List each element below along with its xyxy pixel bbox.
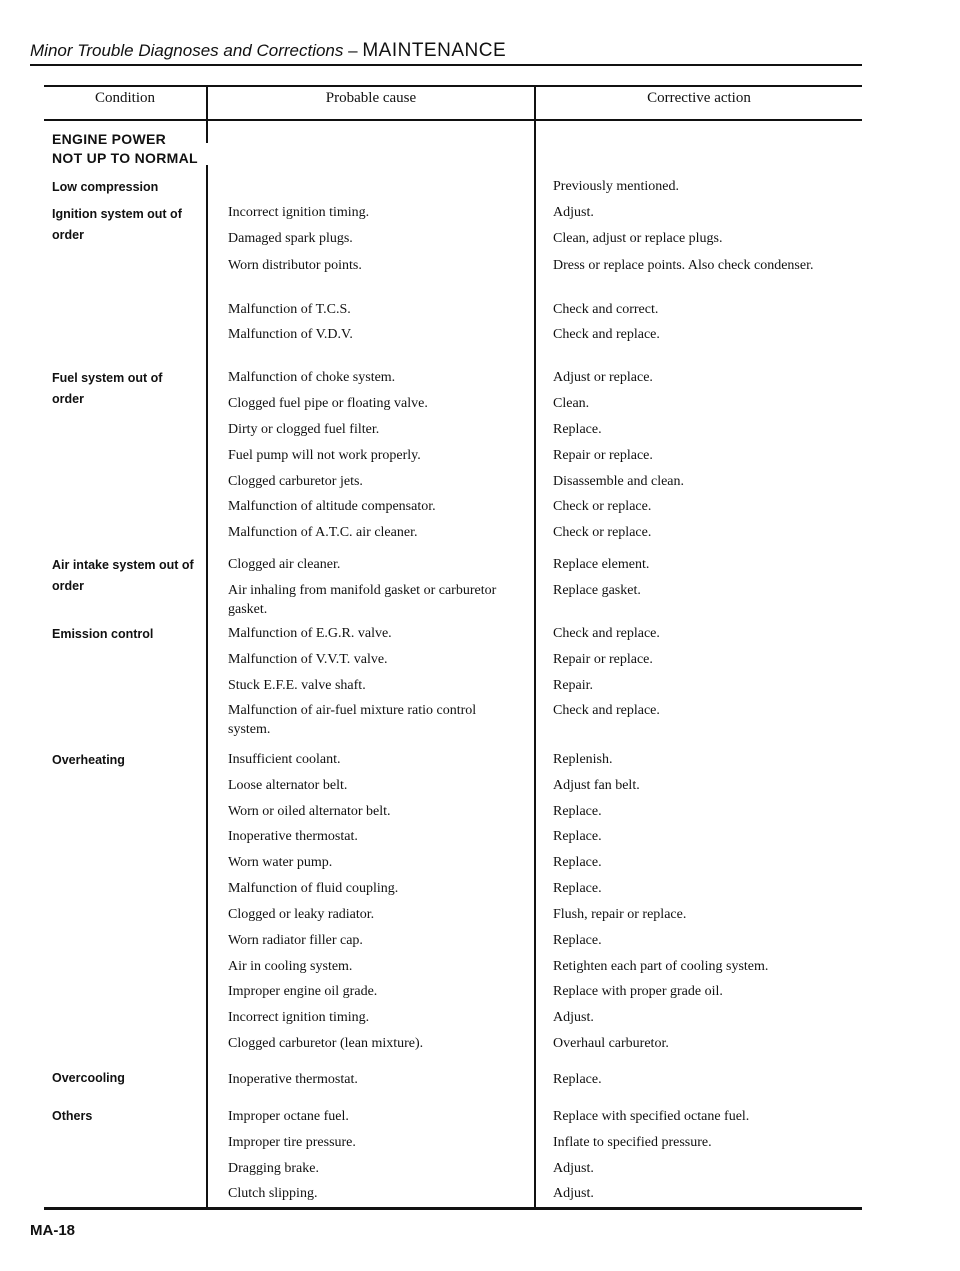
table-cell-action: Clean, adjust or replace plugs. bbox=[553, 231, 723, 246]
table-cell-action: Replace with specified octane fuel. bbox=[553, 1109, 750, 1124]
condition-label: Fuel system out of order bbox=[52, 371, 163, 406]
table-cell-action: Adjust or replace. bbox=[553, 370, 653, 385]
table-cell-action: Clean. bbox=[553, 396, 590, 411]
table-header-rule bbox=[44, 119, 862, 121]
table-cell-action: Repair. bbox=[553, 678, 594, 693]
table-cell-cause: Clogged air cleaner. bbox=[228, 557, 341, 572]
condition-label: Low compression bbox=[52, 180, 159, 194]
table-cell-action: Retighten each part of cooling system. bbox=[553, 959, 769, 974]
table-cell-cause: Inoperative thermostat. bbox=[228, 829, 358, 844]
column-header-condition: Condition bbox=[94, 90, 155, 106]
table-cell-cause: Clogged or leaky radiator. bbox=[228, 907, 375, 922]
page-number: MA-18 bbox=[30, 1222, 76, 1239]
table-cell-action: Replace with proper grade oil. bbox=[553, 984, 723, 999]
table-cell-cause: Improper engine oil grade. bbox=[228, 984, 378, 999]
table-cell-action: Replace. bbox=[553, 881, 602, 896]
condition-label: Overcooling bbox=[52, 1071, 125, 1085]
table-cell-action: Adjust. bbox=[553, 1186, 594, 1201]
table-cell-action: Repair or replace. bbox=[553, 448, 653, 463]
table-cell-action: Check and replace. bbox=[553, 703, 660, 718]
column-divider bbox=[534, 87, 536, 1207]
table-cell-cause: Worn distributor points. bbox=[228, 258, 362, 273]
table-cell-action: Check or replace. bbox=[553, 499, 652, 514]
table-cell-cause: Air in cooling system. bbox=[228, 959, 353, 974]
header-section: MAINTENANCE bbox=[362, 40, 507, 61]
table-cell-cause: Stuck E.F.E. valve shaft. bbox=[228, 678, 366, 693]
condition-label: Emission control bbox=[52, 627, 154, 641]
table-cell-cause: Malfunction of A.T.C. air cleaner. bbox=[228, 525, 418, 540]
table-cell-action: Replace. bbox=[553, 422, 602, 437]
table-cell-action: Adjust. bbox=[553, 1161, 594, 1176]
table-cell-action: Dress or replace points. Also check condenser. bbox=[553, 258, 814, 273]
table-cell-cause: Malfunction of choke system. bbox=[228, 370, 396, 385]
table-cell-cause: Clogged carburetor jets. bbox=[228, 474, 363, 489]
table-cell-action: Repair or replace. bbox=[553, 652, 653, 667]
table-cell-cause: Inoperative thermostat. bbox=[228, 1072, 358, 1087]
column-divider bbox=[206, 165, 208, 1207]
table-cell-cause: Damaged spark plugs. bbox=[228, 231, 353, 246]
page-header bbox=[30, 40, 506, 62]
table-cell-action: Replace. bbox=[553, 804, 602, 819]
table-cell-action: Disassemble and clean. bbox=[553, 474, 685, 489]
table-cell-cause: Malfunction of E.G.R. valve. bbox=[228, 626, 392, 641]
column-divider bbox=[206, 87, 208, 119]
table-cell-cause: Malfunction of altitude compensator. bbox=[228, 499, 436, 514]
header-separator: – bbox=[348, 41, 358, 60]
table-cell-cause: Clutch slipping. bbox=[228, 1186, 318, 1201]
table-cell-cause: Dirty or clogged fuel filter. bbox=[228, 422, 380, 437]
table-cell-action: Replace. bbox=[553, 829, 602, 844]
table-cell-cause: Insufficient coolant. bbox=[228, 752, 341, 767]
table-cell-action: Adjust. bbox=[553, 1010, 594, 1025]
table-cell-action: Replace. bbox=[553, 1072, 602, 1087]
table-cell-cause: Improper octane fuel. bbox=[228, 1109, 349, 1124]
table-cell-cause: Air inhaling from manifold gasket or carburetor gasket. bbox=[228, 583, 497, 617]
table-cell-cause: Worn or oiled alternator belt. bbox=[228, 804, 391, 819]
table-cell-cause: Incorrect ignition timing. bbox=[228, 1010, 370, 1025]
header-title: Minor Trouble Diagnoses and Corrections bbox=[30, 41, 344, 60]
table-cell-cause: Clogged fuel pipe or floating valve. bbox=[228, 396, 428, 411]
table-cell-action: Check and correct. bbox=[553, 302, 659, 317]
table-cell-action: Replenish. bbox=[553, 752, 613, 767]
table-cell-action: Replace. bbox=[553, 855, 602, 870]
condition-label: Air intake system out of order bbox=[52, 558, 194, 593]
table-cell-cause: Worn water pump. bbox=[228, 855, 333, 870]
column-divider bbox=[206, 121, 208, 143]
table-cell-cause: Malfunction of V.D.V. bbox=[228, 327, 353, 342]
table-cell-action: Check or replace. bbox=[553, 525, 652, 540]
table-cell-action: Overhaul carburetor. bbox=[553, 1036, 669, 1051]
table-cell-cause: Improper tire pressure. bbox=[228, 1135, 356, 1150]
table-cell-action: Flush, repair or replace. bbox=[553, 907, 687, 922]
condition-label: Ignition system out of order bbox=[52, 207, 182, 242]
table-cell-action: Previously mentioned. bbox=[553, 179, 679, 194]
table-cell-cause: Worn radiator filler cap. bbox=[228, 933, 363, 948]
condition-label: Others bbox=[52, 1109, 93, 1123]
column-header-corrective-action: Corrective action bbox=[647, 90, 751, 106]
table-cell-cause: Malfunction of V.V.T. valve. bbox=[228, 652, 388, 667]
table-cell-cause: Dragging brake. bbox=[228, 1161, 319, 1176]
table-cell-action: Adjust. bbox=[553, 205, 594, 220]
table-cell-action: Adjust fan belt. bbox=[553, 778, 640, 793]
table-cell-cause: Loose alternator belt. bbox=[228, 778, 348, 793]
table-cell-action: Replace. bbox=[553, 933, 602, 948]
table-top-rule bbox=[44, 85, 862, 87]
table-cell-action: Replace gasket. bbox=[553, 583, 641, 598]
table-cell-cause: Clogged carburetor (lean mixture). bbox=[228, 1036, 424, 1051]
table-cell-action: Replace element. bbox=[553, 557, 650, 572]
table-cell-cause: Fuel pump will not work properly. bbox=[228, 448, 421, 463]
table-cell-cause: Incorrect ignition timing. bbox=[228, 205, 370, 220]
table-cell-cause: Malfunction of air-fuel mixture ratio control system. bbox=[228, 703, 477, 737]
group-title bbox=[52, 130, 198, 168]
table-cell-action: Inflate to specified pressure. bbox=[553, 1135, 712, 1150]
table-cell-cause: Malfunction of fluid coupling. bbox=[228, 881, 399, 896]
group-title-line: ENGINE POWER bbox=[52, 131, 167, 147]
header-rule bbox=[30, 64, 862, 66]
table-cell-cause: Malfunction of T.C.S. bbox=[228, 302, 351, 317]
table-cell-action: Check and replace. bbox=[553, 327, 660, 342]
condition-label: Overheating bbox=[52, 753, 125, 767]
group-title-line: NOT UP TO NORMAL bbox=[52, 150, 198, 166]
table-bottom-rule bbox=[44, 1207, 862, 1210]
column-header-probable-cause: Probable cause bbox=[325, 90, 417, 106]
table-cell-action: Check and replace. bbox=[553, 626, 660, 641]
